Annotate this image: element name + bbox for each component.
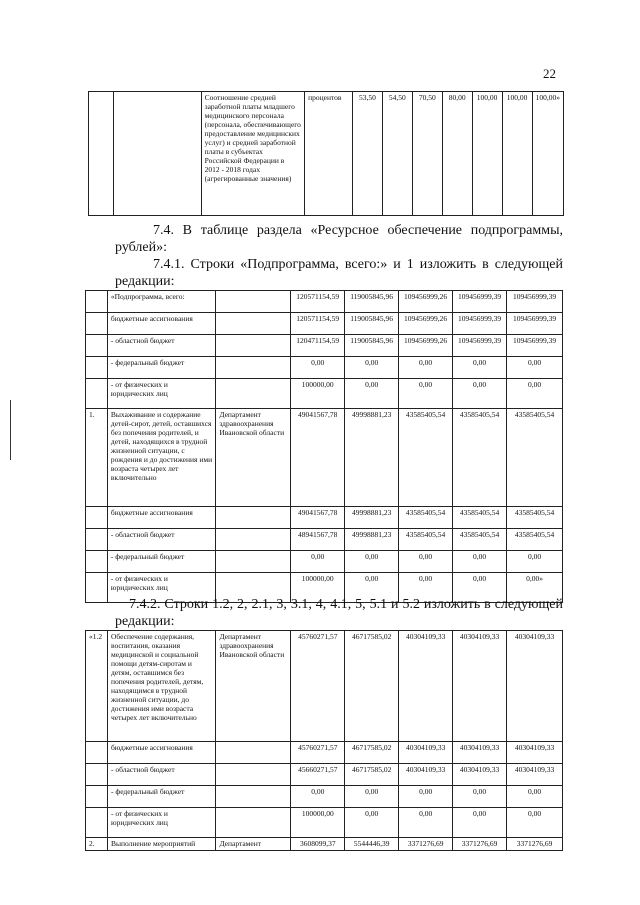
row-value: 120571154,59	[291, 291, 345, 313]
paragraph-7-4-1: 7.4.1. Строки «Подпрограмма, всего:» и 1 изложить в следующей редакции:	[115, 257, 563, 289]
row-value: 49998881,23	[345, 409, 399, 507]
row-value: 0,00	[453, 786, 507, 808]
row-value: 0,00	[507, 551, 563, 573]
row-number	[86, 379, 108, 409]
row-value: 100000,00	[291, 573, 345, 603]
indicator-label: Соотношение средней заработной платы младшего медицинского персонала (персонала, обеспечивающего предоставление медицинских услуг) и средней заработной платы в субъектах Российской Федерации в 2012 - 2018 годах (агрегированные значения)	[201, 92, 304, 216]
row-organization	[216, 786, 291, 808]
row-name: бюджетные ассигнования	[107, 313, 215, 335]
row-organization	[216, 335, 291, 357]
row-number	[86, 313, 108, 335]
table-row	[86, 631, 563, 742]
row-value: 49998881,23	[345, 507, 399, 529]
table-row	[86, 409, 563, 507]
table-row	[86, 335, 563, 357]
row-value: 40304109,33	[507, 631, 563, 742]
row-value: 100000,00	[291, 808, 345, 838]
row-organization	[216, 357, 291, 379]
row-name: бюджетные ассигнования	[107, 507, 215, 529]
row-value: 0,00	[345, 357, 399, 379]
row-value: 109456999,26	[399, 291, 453, 313]
table-cell: 100,00»	[532, 92, 563, 216]
row-value: 49998881,23	[345, 529, 399, 551]
row-name: - областной бюджет	[107, 335, 215, 357]
table-cell: 80,00	[442, 92, 472, 216]
row-name: - областной бюджет	[107, 764, 215, 786]
row-value: 0,00	[507, 379, 563, 409]
table-row	[86, 291, 563, 313]
row-value: 40304109,33	[399, 631, 453, 742]
row-value: 49041567,78	[291, 507, 345, 529]
row-value: 109456999,39	[453, 313, 507, 335]
row-value: 0,00	[399, 379, 453, 409]
row-value: 40304109,33	[507, 742, 563, 764]
indicator-unit: процентов	[305, 92, 353, 216]
row-organization	[216, 313, 291, 335]
row-value: 0,00	[507, 357, 563, 379]
row-value: 119005845,96	[345, 313, 399, 335]
table-cell: 100,00	[502, 92, 532, 216]
row-value: 40304109,33	[453, 631, 507, 742]
table-row	[86, 357, 563, 379]
row-value: 0,00	[453, 573, 507, 603]
row-value: 119005845,96	[345, 335, 399, 357]
row-name: - от физических и юридических лиц	[107, 573, 215, 603]
row-name: «Подпрограмма, всего:	[107, 291, 215, 313]
row-value: 0,00	[507, 808, 563, 838]
table-row	[86, 786, 563, 808]
row-value: 0,00	[399, 573, 453, 603]
table-row	[86, 313, 563, 335]
row-value: 43585405,54	[507, 409, 563, 507]
row-value: 40304109,33	[399, 764, 453, 786]
row-name: - федеральный бюджет	[107, 357, 215, 379]
table-row	[86, 808, 563, 838]
row-value: 109456999,39	[507, 291, 563, 313]
row-value: 40304109,33	[399, 742, 453, 764]
row-value: 0,00	[453, 379, 507, 409]
row-number	[86, 507, 108, 529]
row-value: 40304109,33	[453, 764, 507, 786]
row-number	[86, 357, 108, 379]
table-row	[86, 379, 563, 409]
row-value: 43585405,54	[453, 409, 507, 507]
row-organization: Департамент	[216, 838, 291, 851]
row-value: 46717585,02	[345, 764, 399, 786]
row-name: - от физических и юридических лиц	[107, 808, 215, 838]
row-value: 109456999,39	[453, 335, 507, 357]
row-value: 120571154,59	[291, 313, 345, 335]
row-value: 0,00	[453, 551, 507, 573]
row-value: 109456999,26	[399, 313, 453, 335]
indicator-table	[88, 91, 564, 216]
paragraph-7-4-2: 7.4.2. Строки 1.2, 2, 2.1, 3, 3.1, 4, 4.1, 5, 5.1 и 5.2 изложить в следующей редакции:	[115, 597, 563, 629]
row-organization	[216, 507, 291, 529]
row-value: 43585405,54	[399, 409, 453, 507]
row-number	[86, 529, 108, 551]
row-name: - федеральный бюджет	[107, 786, 215, 808]
row-value: 100000,00	[291, 379, 345, 409]
row-value: 0,00»	[507, 573, 563, 603]
row-name: - областной бюджет	[107, 529, 215, 551]
row-value: 49041567,78	[291, 409, 345, 507]
row-organization	[216, 529, 291, 551]
row-number: 2.	[86, 838, 108, 851]
row-organization	[216, 379, 291, 409]
row-value: 5544446,39	[345, 838, 399, 851]
resource-table-1	[85, 290, 563, 603]
row-value: 3371276,69	[507, 838, 563, 851]
table-cell	[113, 92, 201, 216]
row-value: 0,00	[345, 808, 399, 838]
row-number	[86, 291, 108, 313]
row-value: 0,00	[345, 573, 399, 603]
row-value: 40304109,33	[507, 764, 563, 786]
row-value: 109456999,39	[507, 313, 563, 335]
row-organization	[216, 291, 291, 313]
row-value: 3608099,37	[291, 838, 345, 851]
row-value: 0,00	[399, 786, 453, 808]
row-number	[86, 335, 108, 357]
row-value: 43585405,54	[399, 529, 453, 551]
row-value: 43585405,54	[507, 507, 563, 529]
row-value: 0,00	[507, 786, 563, 808]
row-value: 43585405,54	[453, 507, 507, 529]
row-value: 40304109,33	[453, 742, 507, 764]
paragraph-7-4: 7.4. В таблице раздела «Ресурсное обеспечение подпрограммы, рублей»:	[115, 223, 563, 255]
row-value: 0,00	[399, 551, 453, 573]
row-value: 0,00	[453, 808, 507, 838]
table-row	[86, 551, 563, 573]
row-number	[86, 742, 108, 764]
table-cell: 70,50	[412, 92, 442, 216]
row-organization: Департамент здравоохранения Ивановской области	[216, 631, 291, 742]
row-value: 119005845,96	[345, 291, 399, 313]
row-value: 45760271,57	[291, 742, 345, 764]
row-value: 48941567,78	[291, 529, 345, 551]
row-value: 45760271,57	[291, 631, 345, 742]
row-organization	[216, 808, 291, 838]
table-row	[86, 507, 563, 529]
table-cell	[89, 92, 114, 216]
resource-table-2	[85, 630, 563, 851]
row-value: 46717585,02	[345, 742, 399, 764]
row-name: - федеральный бюджет	[107, 551, 215, 573]
row-value: 0,00	[291, 786, 345, 808]
row-value: 3371276,69	[453, 838, 507, 851]
row-name: Выполнение мероприятий	[107, 838, 215, 851]
row-number: 1.	[86, 409, 108, 507]
row-name: бюджетные ассигнования	[107, 742, 215, 764]
row-value: 0,00	[291, 551, 345, 573]
row-value: 3371276,69	[399, 838, 453, 851]
row-value: 45660271,57	[291, 764, 345, 786]
row-number	[86, 573, 108, 603]
row-value: 46717585,02	[345, 631, 399, 742]
table-cell: 53,50	[352, 92, 382, 216]
row-value: 0,00	[345, 379, 399, 409]
table-row	[86, 764, 563, 786]
row-value: 109456999,39	[453, 291, 507, 313]
row-organization	[216, 551, 291, 573]
table-cell: 54,50	[382, 92, 412, 216]
row-value: 109456999,39	[507, 335, 563, 357]
row-number	[86, 551, 108, 573]
row-number	[86, 808, 108, 838]
row-value: 0,00	[345, 786, 399, 808]
margin-mark	[10, 400, 11, 460]
row-value: 0,00	[399, 808, 453, 838]
row-organization	[216, 764, 291, 786]
table-row	[86, 529, 563, 551]
row-value: 43585405,54	[399, 507, 453, 529]
row-value: 43585405,54	[507, 529, 563, 551]
table-row	[86, 838, 563, 851]
row-number	[86, 786, 108, 808]
row-name: Обеспечение содержания, воспитания, оказания медицинской и социальной помощи детям-сиротам и детям, оставшимся без попечения родителей, детям, находящимся в трудной жизненной ситуации, до достижения ими возраста четырех лет включительно	[107, 631, 215, 742]
row-value: 43585405,54	[453, 529, 507, 551]
row-value: 0,00	[399, 357, 453, 379]
table-cell: 100,00	[472, 92, 502, 216]
row-number: «1.2	[86, 631, 108, 742]
row-organization: Департамент здравоохранения Ивановской области	[216, 409, 291, 507]
row-value: 0,00	[291, 357, 345, 379]
row-name: Выхаживание и содержание детей-сирот, детей, оставшихся без попечения родителей, и детей, находящихся в трудной жизненной ситуации, с рождения и до достижения ими возраста четырех лет включительно	[107, 409, 215, 507]
row-value: 109456999,26	[399, 335, 453, 357]
row-number	[86, 764, 108, 786]
page-number: 22	[543, 66, 556, 81]
row-value: 0,00	[345, 551, 399, 573]
table-row	[89, 92, 564, 216]
row-name: - от физических и юридических лиц	[107, 379, 215, 409]
row-value: 120471154,59	[291, 335, 345, 357]
table-row	[86, 742, 563, 764]
row-value: 0,00	[453, 357, 507, 379]
row-organization	[216, 742, 291, 764]
